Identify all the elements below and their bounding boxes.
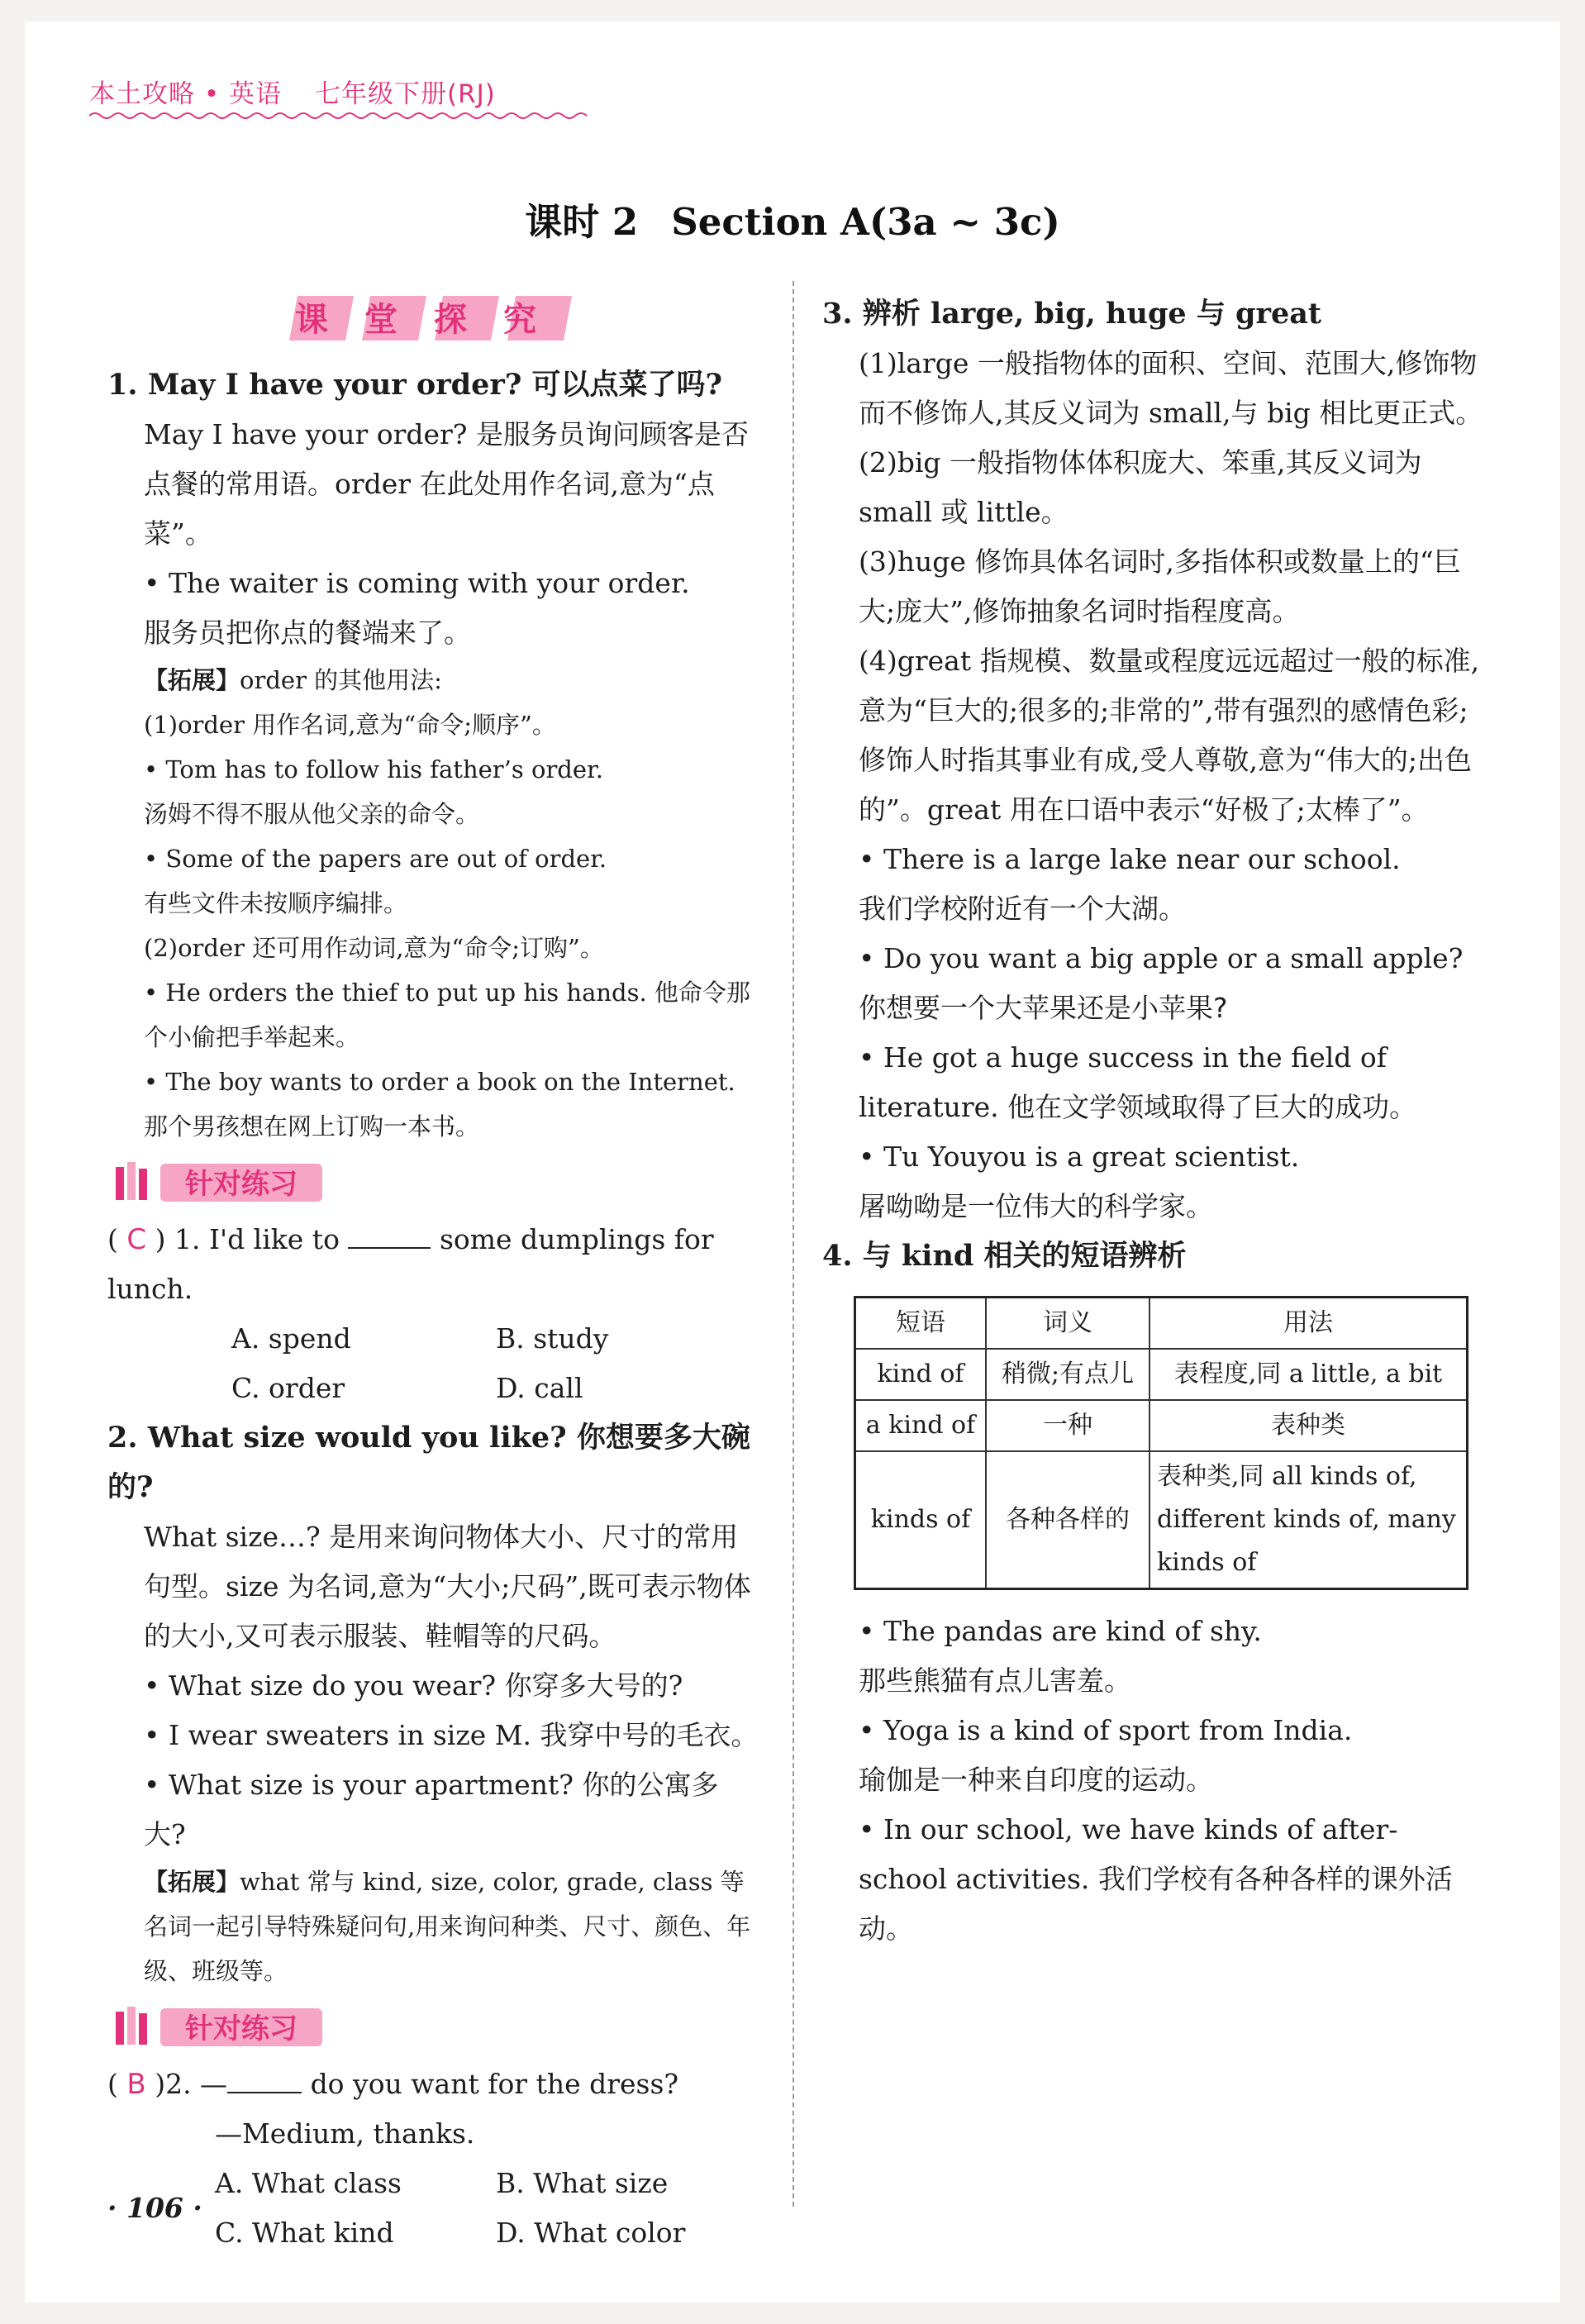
table-cell: a kind of — [855, 1400, 987, 1451]
table-cell: 稍微;有点儿 — [986, 1349, 1149, 1400]
question-2-answer: B — [126, 2068, 146, 2101]
table-cell: 各种各样的 — [986, 1451, 1149, 1589]
usage-1-example-2-cn: 有些文件未按顺序编排。 — [144, 889, 408, 917]
usage-1-example-2: • Some of the papers are out of order. — [144, 845, 607, 873]
column-divider — [792, 281, 794, 2207]
running-header — [89, 73, 496, 110]
question-2-stem-b: do you want for the dress? — [310, 2068, 679, 2100]
question-1: ( C ) 1. I'd like to some dumplings for lunch. — [107, 1215, 760, 1314]
section-3-point-1: (1)large 一般指物体的面积、空间、范围大,修饰物而不修饰人,其反义词为 small,与 big 相比更正式。 — [859, 347, 1483, 429]
section-name: Section A(3a ~ 3c) — [671, 200, 1060, 244]
section-1-heading: 1. May I have your order? 可以点菜了吗? — [107, 368, 723, 402]
question-2-reply: —Medium, thanks. — [215, 2117, 475, 2150]
section-1-explanation: May I have your order? 是服务员询问顾客是否点餐的常用语。order 在此处用作名词,意为“点菜”。 — [144, 418, 749, 550]
section-3-point-4: (4)great 指规模、数量或程度远远超过一般的标准,意为“巨大的;很多的;非常的”,带有强烈的感情色彩;修饰人时指其事业有成,受人尊敬,意为“伟大的;出色的”。great 用在口语中表示“好极了;太棒了”。 — [859, 645, 1480, 826]
section-4-example-1: • The pandas are kind of shy. — [859, 1615, 1262, 1647]
option[interactable]: B. study — [496, 1322, 609, 1355]
section-4-example-2: • Yoga is a kind of sport from India. — [859, 1714, 1353, 1746]
question-1-stem-b: some dumplings for lunch. — [107, 1223, 714, 1305]
option[interactable]: A. What class — [215, 2167, 402, 2199]
header-wavy-underline — [89, 111, 593, 121]
table-row — [855, 1400, 1468, 1451]
extension-tag: 【拓展】 — [144, 1868, 240, 1896]
table-cell: 一种 — [986, 1400, 1149, 1451]
question-2: ( B )2. — do you want for the dress? — [107, 2060, 760, 2109]
table-cell: 表种类 — [1149, 1400, 1468, 1451]
exercise-badge-1 — [112, 1155, 327, 1208]
table-header: 词义 — [986, 1298, 1149, 1350]
table-cell: kind of — [855, 1349, 987, 1400]
lesson-number: 课时 2 — [525, 200, 639, 244]
page-number: · 106 · — [107, 2192, 202, 2224]
question-1-options — [107, 1314, 760, 1413]
table-header: 短语 — [855, 1298, 987, 1350]
kind-phrase-table — [854, 1296, 1468, 1590]
table-cell: 表程度,同 a little, a bit — [1149, 1349, 1468, 1400]
section-2-example-3: • What size is your apartment? 你的公寓多大? — [144, 1769, 719, 1850]
usage-1: (1)order 用作名词,意为“命令;顺序”。 — [144, 711, 556, 739]
usage-1-example-1-cn: 汤姆不得不服从他父亲的命令。 — [144, 800, 480, 828]
section-3-example-4-cn: 屠呦呦是一位伟大的科学家。 — [859, 1190, 1213, 1222]
section-3-example-4: • Tu Youyou is a great scientist. — [859, 1141, 1300, 1173]
usage-2-example-1: • He orders the thief to put up his hands. 他命令那个小偷把手举起来。 — [144, 979, 750, 1051]
example-en: • The waiter is coming with your order. — [144, 567, 690, 599]
section-badge — [289, 289, 587, 347]
badge-title-text: 课堂探究 — [295, 301, 573, 339]
question-1-answer: C — [126, 1223, 147, 1256]
example-cn: 服务员把你点的餐端来了。 — [144, 617, 471, 649]
section-4-example-3: • In our school, we have kinds of after-school activities. 我们学校有各种各样的课外活动。 — [859, 1813, 1453, 1945]
extension-text: order 的其他用法: — [240, 666, 442, 694]
header-book: 本土攻略 • 英语 — [89, 79, 282, 109]
section-4-example-2-cn: 瑜伽是一种来自印度的运动。 — [859, 1764, 1213, 1796]
section-3-example-3: • He got a huge success in the field of literature. 他在文学领域取得了巨大的成功。 — [859, 1041, 1417, 1123]
question-2-stem-a: )2. — — [155, 2068, 228, 2100]
left-column — [107, 289, 760, 2258]
header-grade: 七年级下册(RJ) — [315, 79, 496, 109]
section-2-explanation: What size…? 是用来询问物体大小、尺寸的常用句型。size 为名词,意为“大小;尺码”,既可表示物体的大小,又可表示服装、鞋帽等的尺码。 — [144, 1521, 751, 1652]
table-header-row — [855, 1298, 1468, 1350]
right-column — [822, 289, 1483, 1954]
usage-1-example-1: • Tom has to follow his father’s order. — [144, 755, 603, 783]
answer-blank[interactable] — [227, 2065, 302, 2093]
table-cell: kinds of — [855, 1451, 987, 1589]
table-header: 用法 — [1149, 1298, 1468, 1350]
section-3-example-2: • Do you want a big apple or a small apple? — [859, 942, 1464, 974]
book-spine-icon — [116, 2012, 124, 2045]
option[interactable]: B. What size — [496, 2167, 669, 2199]
section-3-example-1: • There is a large lake near our school. — [859, 843, 1401, 875]
exercise-label: 针对练习 — [185, 2012, 297, 2045]
section-4-heading: 4. 与 kind 相关的短语辨析 — [822, 1239, 1187, 1273]
option[interactable]: C. What kind — [215, 2217, 394, 2249]
table-cell: 表种类,同 all kinds of, different kinds of, many kinds of — [1149, 1451, 1468, 1589]
lesson-title — [0, 192, 1585, 245]
exercise-badge-2 — [112, 2000, 327, 2053]
usage-2-example-2: • The boy wants to order a book on the Internet. — [144, 1068, 735, 1096]
section-2-example-1: • What size do you wear? 你穿多大号的? — [144, 1669, 683, 1702]
answer-blank[interactable] — [348, 1221, 431, 1249]
section-4-example-1-cn: 那些熊猫有点儿害羞。 — [859, 1664, 1131, 1697]
option[interactable]: D. What color — [496, 2217, 686, 2249]
usage-2: (2)order 还可用作动词,意为“命令;订购”。 — [144, 934, 604, 962]
option[interactable]: A. spend — [231, 1322, 351, 1355]
section-3-heading: 3. 辨析 large, big, huge 与 great — [822, 297, 1322, 331]
option[interactable]: C. order — [231, 1372, 345, 1404]
option[interactable]: D. call — [496, 1372, 583, 1404]
usage-2-example-2-cn: 那个男孩想在网上订购一本书。 — [144, 1112, 480, 1141]
question-1-stem-a: 1. I'd like to — [174, 1223, 340, 1255]
question-2-options — [107, 2159, 760, 2258]
section-3-point-2: (2)big 一般指物体体积庞大、笨重,其反义词为 small 或 little。 — [859, 446, 1422, 528]
extension-tag: 【拓展】 — [144, 666, 240, 694]
table-row — [855, 1349, 1468, 1400]
section-3-example-2-cn: 你想要一个大苹果还是小苹果? — [859, 992, 1228, 1024]
table-row — [855, 1451, 1468, 1589]
section-3-point-3: (3)huge 修饰具体名词时,多指体积或数量上的“巨大;庞大”,修饰抽象名词时指程度高。 — [859, 545, 1461, 627]
section-2-example-2: • I wear sweaters in size M. 我穿中号的毛衣。 — [144, 1719, 759, 1751]
extension-text: what 常与 kind, size, color, grade, class 等名词一起引导特殊疑问句,用来询问种类、尺寸、颜色、年级、班级等。 — [144, 1868, 751, 1985]
section-3-example-1-cn: 我们学校附近有一个大湖。 — [859, 893, 1186, 925]
book-spine-icon — [116, 1167, 124, 1200]
section-2-heading: 2. What size would you like? 你想要多大碗的? — [107, 1421, 750, 1504]
exercise-label: 针对练习 — [185, 1168, 297, 1201]
